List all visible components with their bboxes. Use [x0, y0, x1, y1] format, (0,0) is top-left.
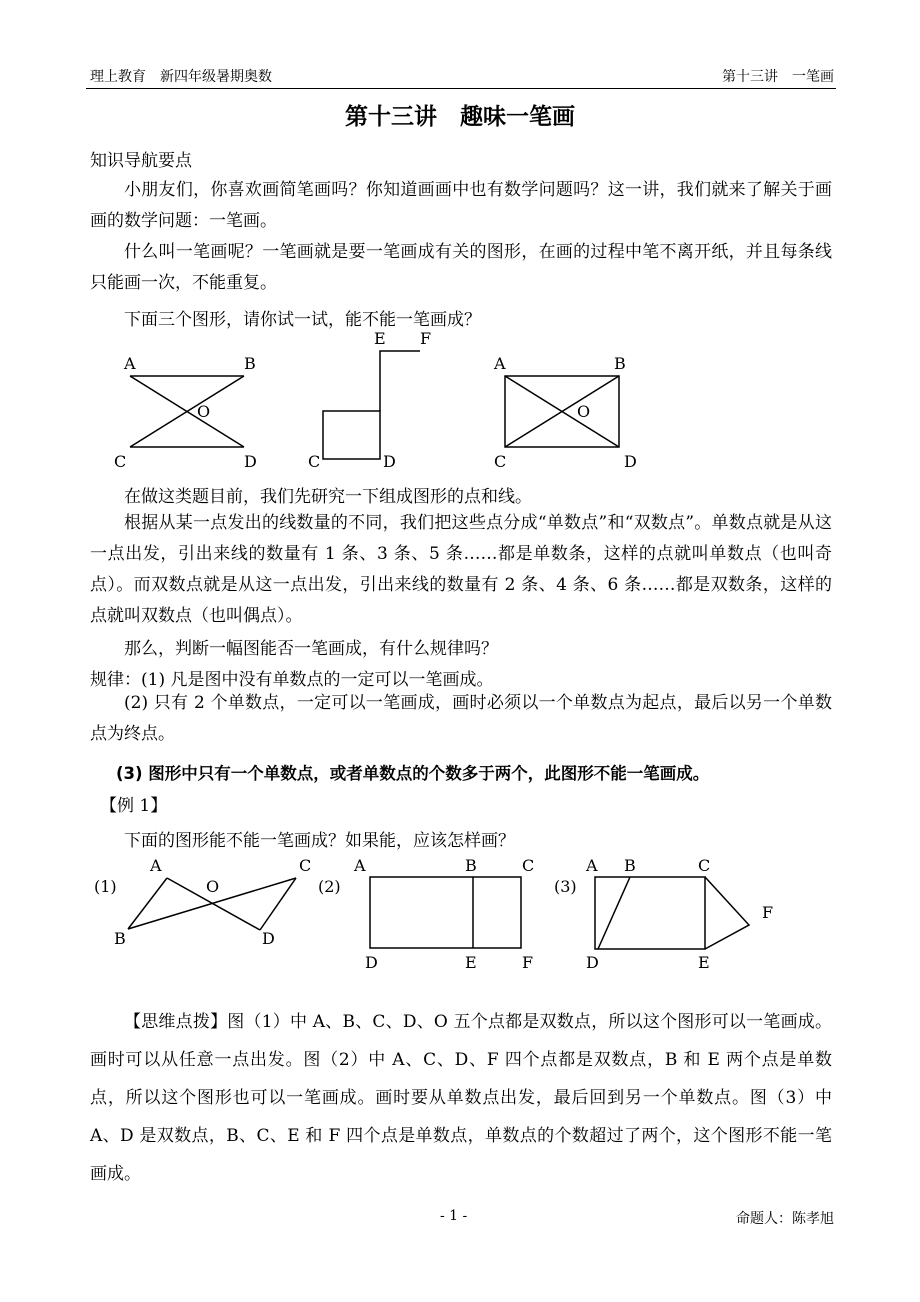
edge-ba [128, 878, 167, 929]
label-b: B [114, 929, 126, 948]
label-a: A [150, 856, 162, 875]
figure-2-graph-2 [318, 856, 534, 972]
label-c: C [522, 856, 535, 875]
label-d: D [244, 452, 257, 471]
figure-2-graph-3 [554, 856, 773, 972]
rule-1: 规律：(1) 凡是图中没有单数点的一定可以一笔画成。 [90, 670, 494, 690]
header-left: 理上教育 新四年级暑期奥数 [90, 69, 272, 85]
section-heading: 知识导航要点 [90, 151, 192, 171]
edge-rectangle [370, 877, 521, 948]
label-c: C [308, 452, 321, 471]
label-c: C [698, 856, 711, 875]
label-d: D [383, 452, 396, 471]
label-f: F [762, 903, 774, 922]
edge-cd [260, 878, 296, 930]
label-c: C [299, 856, 312, 875]
body-paragraph-3: 那么，判断一幅图能否一笔画成，有什么规律吗？ [124, 639, 498, 659]
page-title: 第十三讲 趣味一笔画 [345, 104, 575, 130]
label-b: B [614, 354, 626, 373]
edge-stem [380, 351, 420, 411]
figure-1-graph-1 [114, 354, 257, 471]
label-a: A [354, 856, 366, 875]
label-d: D [365, 953, 378, 972]
label-b: B [465, 856, 477, 875]
rule-2: (2) 只有 2 个单数点，一定可以一笔画成，画时必须以一个单数点为起点，最后以另一个单数点为终点。 [90, 693, 832, 744]
label-c: C [494, 452, 507, 471]
rule-3: (3) 图形中只有一个单数点，或者单数点的个数多于两个，此图形不能一笔画成。 [116, 764, 710, 783]
figure-1-graph-2 [308, 329, 431, 471]
label-f: F [522, 953, 534, 972]
analysis-paragraph: 【思维点拨】图（1）中 A、B、C、D、O 五个点都是双数点，所以这个图形可以一笔画成。画时可以从任意一点出发。图（2）中 A、C、D、F 四个点都是双数点，B 和 E 两个点是单数点，所以这个图形也可以一笔画成。画时要从单数点出发，最后回到另一个单数点。图（3）中 A、D 是双数点，B、C、E 和 F 四个点是单数点，单数点的个数超过了两个，这个图形不能一笔画成。 [90, 1012, 832, 1184]
example-question: 下面的图形能不能一笔画成？如果能，应该怎样画？ [124, 831, 515, 851]
intro-paragraph-1: 小朋友们，你喜欢画简笔画吗？你知道画画中也有数学问题吗？这一讲，我们就来了解关于画画的数学问题：一笔画。 [90, 180, 832, 231]
figure-number: (3) [554, 877, 577, 896]
label-d: D [262, 929, 275, 948]
label-e: E [374, 329, 386, 348]
body-paragraph-2: 根据从某一点发出的线数量的不同，我们把这些点分成“单数点”和“双数点”。单数点就是从这一点出发，引出来线的数量有 1 条、3 条、5 条……都是单数条，这样的点就叫单数点（也叫奇点）。而双数点就是从这一点出发，引出来线的数量有 2 条、4 条、6 条……都是双数条，这样的点就叫双数点（也叫偶点）。 [90, 513, 832, 626]
edge-bd [598, 877, 630, 949]
edge-square [323, 411, 380, 459]
label-e: E [698, 953, 710, 972]
label-d: D [586, 953, 599, 972]
page-number: - 1 - [440, 1208, 468, 1224]
label-f: F [420, 329, 432, 348]
label-b: B [244, 354, 256, 373]
label-d: D [624, 452, 637, 471]
label-a: A [494, 354, 506, 373]
figure-number: (1) [94, 877, 117, 896]
figure-number: (2) [318, 877, 341, 896]
intro-paragraph-2: 什么叫一笔画呢？一笔画就是要一笔画成有关的图形，在画的过程中笔不离开纸，并且每条线只能画一次，不能重复。 [90, 242, 832, 293]
label-a: A [124, 354, 136, 373]
label-e: E [465, 953, 477, 972]
example-label: 【例 1】 [100, 796, 168, 816]
edge-rectangle [595, 877, 705, 949]
label-b: B [624, 856, 636, 875]
author: 命题人：陈孝旭 [736, 1211, 834, 1227]
intro-paragraph-3: 下面三个图形，请你试一试，能不能一笔画成？ [124, 310, 481, 330]
label-o: O [577, 402, 591, 421]
label-o: O [206, 877, 220, 896]
label-o: O [197, 402, 211, 421]
label-a: A [586, 856, 598, 875]
figure-2-graph-1 [94, 856, 311, 948]
body-paragraph-1: 在做这类题目前，我们先研究一下组成图形的点和线。 [124, 487, 532, 507]
label-c: C [114, 452, 127, 471]
header-right: 第十三讲 一笔画 [722, 69, 834, 85]
figure-1-graph-3 [493, 354, 637, 471]
edge-triangle [705, 877, 749, 949]
